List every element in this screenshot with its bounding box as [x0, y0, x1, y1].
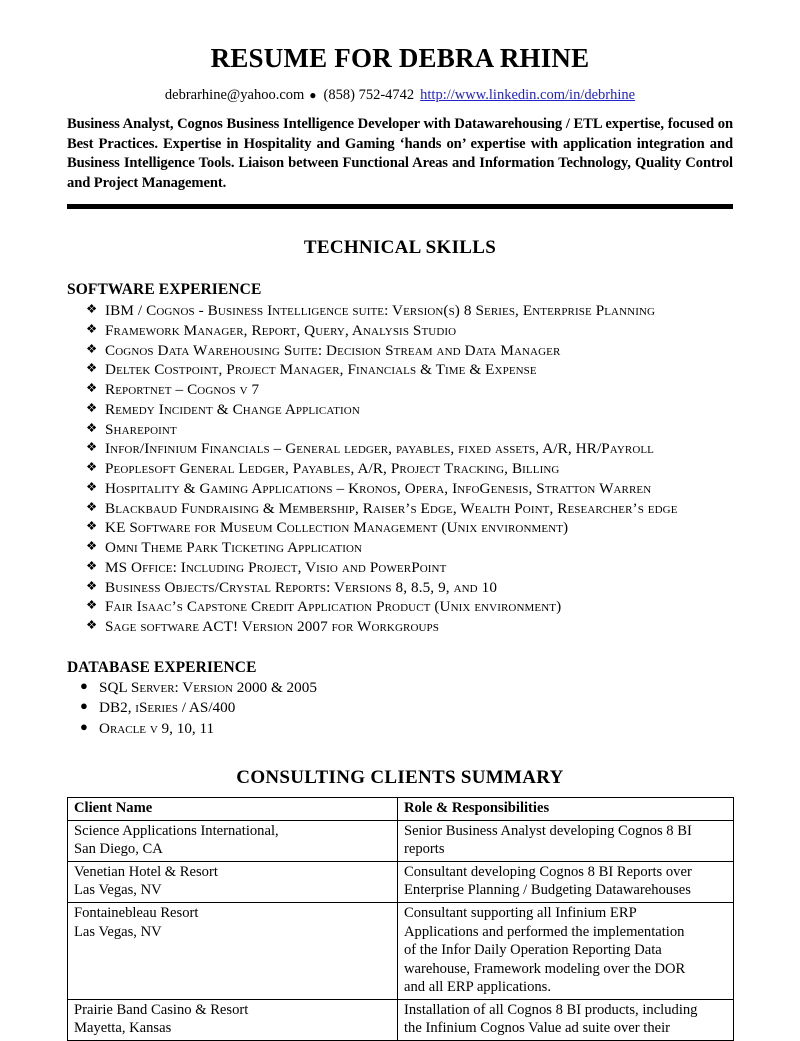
cell-text-line: Science Applications International,	[74, 822, 279, 839]
role-responsibilities-cell	[398, 903, 734, 1000]
bullet-marker-icon: ❖	[86, 519, 98, 534]
bullet-marker-icon: ❖	[86, 381, 98, 396]
header-divider	[67, 204, 733, 209]
cell-text-line: Senior Business Analyst developing Cognos 8 BI	[404, 822, 692, 839]
software-list-item	[67, 578, 733, 598]
software-list-item-label: Framework Manager, Report, Query, Analysis Studio	[105, 321, 457, 339]
table-header-row	[68, 798, 734, 821]
document-body	[67, 0, 733, 1041]
software-list-item	[67, 341, 733, 361]
cell-text-line: Venetian Hotel & Resort	[74, 863, 218, 880]
software-list-item	[67, 597, 733, 617]
contact-line	[67, 87, 733, 104]
software-list-item-label: Sharepoint	[105, 420, 177, 438]
software-list-item	[67, 360, 733, 380]
software-list-item-label: Omni Theme Park Ticketing Application	[105, 539, 363, 557]
linkedin-link[interactable]: http://www.linkedin.com/in/debrhine	[420, 86, 636, 103]
database-list-item	[67, 698, 733, 719]
software-list-item	[67, 301, 733, 321]
software-list-item-label: IBM / Cognos - Business Intelligence suite: Version(s) 8 Series, Enterprise Planning	[105, 302, 656, 320]
software-list-item-label: Business Objects/Crystal Reports: Versions 8, 8.5, 9, and 10	[105, 578, 498, 596]
bullet-marker-icon: ❖	[86, 479, 98, 494]
role-responsibilities-cell	[398, 861, 734, 902]
cell-text-line: San Diego, CA	[74, 841, 163, 858]
software-list-item-label: Hospitality & Gaming Applications – Kronos, Opera, InfoGenesis, Stratton Warren	[105, 479, 652, 497]
software-list-item	[67, 400, 733, 420]
software-list-item	[67, 617, 733, 637]
software-list-item-label: Blackbaud Fundraising & Membership, Raiser’s Edge, Wealth Point, Researcher’s edge	[105, 499, 678, 517]
bullet-marker-icon: ❖	[86, 558, 98, 573]
software-list-item	[67, 538, 733, 558]
table-row	[68, 903, 734, 1000]
bullet-marker-icon: ❖	[86, 618, 98, 633]
software-list-item	[67, 558, 733, 578]
cell-text-line: and all ERP applications.	[404, 979, 551, 996]
phone-text: (858) 752-4742	[323, 86, 415, 103]
software-list-item	[67, 380, 733, 400]
database-list-item	[67, 678, 733, 699]
software-list-item	[67, 439, 733, 459]
bullet-marker-icon: ❖	[86, 400, 98, 415]
software-list-item-label: KE Software for Museum Collection Management (Unix environment)	[105, 519, 569, 537]
bullet-marker-icon: ❖	[86, 578, 98, 593]
database-list-item-label: SQL Server: Version 2000 & 2005	[99, 678, 317, 696]
cell-text-line: Enterprise Planning / Budgeting Datawarehouses	[404, 882, 691, 899]
software-list-item-label: Peoplesoft General Ledger, Payables, A/R, Project Tracking, Billing	[105, 460, 560, 478]
bullet-marker-icon: ❖	[86, 499, 98, 514]
column-header-client-name: Client Name	[68, 798, 398, 821]
software-list-item-label: Fair Isaac’s Capstone Credit Application Product (Unix environment)	[105, 598, 562, 616]
bullet-marker-icon: ●	[80, 718, 88, 734]
cell-text-line: Consultant developing Cognos 8 BI Reports over	[404, 863, 692, 880]
table-row	[68, 861, 734, 902]
cell-text-line: Mayetta, Kansas	[74, 1020, 172, 1037]
bullet-marker-icon: ❖	[86, 539, 98, 554]
cell-text-line: Applications and performed the implementation	[404, 923, 685, 940]
client-name-cell	[68, 903, 398, 1000]
software-list-item-label: Sage software ACT! Version 2007 for Workgroups	[105, 618, 439, 636]
section-title-consulting-clients: CONSULTING CLIENTS SUMMARY	[236, 767, 564, 789]
subsection-title-database-experience: DATABASE EXPERIENCE	[67, 658, 257, 676]
bullet-marker-icon: ❖	[86, 440, 98, 455]
client-name-cell	[68, 999, 398, 1040]
bullet-marker-icon: ❖	[86, 321, 98, 336]
software-list-item-label: Remedy Incident & Change Application	[105, 400, 360, 418]
subsection-title-software-experience: SOFTWARE EXPERIENCE	[67, 281, 262, 299]
cell-text-line: of the Infor Daily Operation Reporting Data	[404, 942, 662, 959]
database-list-item-label: Oracle v 9, 10, 11	[99, 719, 215, 737]
software-list-item	[67, 321, 733, 341]
client-name-cell	[68, 820, 398, 861]
software-list-item	[67, 479, 733, 499]
cell-text-line: Las Vegas, NV	[74, 923, 162, 940]
bullet-marker-icon: ❖	[86, 598, 98, 613]
bullet-marker-icon: ❖	[86, 341, 98, 356]
software-list-item-label: MS Office: Including Project, Visio and PowerPoint	[105, 558, 447, 576]
cell-text-line: warehouse, Framework modeling over the DOR	[404, 960, 686, 977]
email-text: debrarhine@yahoo.com	[164, 86, 305, 103]
database-experience-list	[67, 678, 733, 740]
cell-text-line: reports	[404, 841, 445, 858]
software-list-item-label: Infor/Infinium Financials – General ledger, payables, fixed assets, A/R, HR/Payroll	[105, 440, 655, 458]
cell-text-line: Las Vegas, NV	[74, 882, 162, 899]
consulting-clients-table	[67, 797, 734, 1040]
bullet-separator-icon: ●	[309, 87, 317, 102]
database-list-item	[67, 719, 733, 740]
bullet-marker-icon: ❖	[86, 460, 98, 475]
bullet-marker-icon: ❖	[86, 420, 98, 435]
client-name-cell	[68, 861, 398, 902]
cell-text-line: Installation of all Cognos 8 BI products, including	[404, 1001, 698, 1018]
cell-text-line: Fontainebleau Resort	[74, 905, 199, 922]
professional-summary: Business Analyst, Cognos Business Intelligence Developer with Datawarehousing / ETL expertise, focused on Best Practices. Expertise in Hospitality and Gaming ‘hands on’ expertise with application integration and Business Intelligence Tools. Liaison between Functional Areas and Information Technology, Quality Control and Project Management.	[67, 115, 733, 192]
software-list-item	[67, 420, 733, 440]
database-list-item-label: DB2, iSeries / AS/400	[99, 699, 236, 717]
software-experience-list	[67, 301, 733, 637]
page-title: RESUME FOR DEBRA RHINE	[210, 43, 590, 73]
software-list-item-label: Deltek Costpoint, Project Manager, Financials & Time & Expense	[105, 361, 537, 379]
column-header-role-responsibilities: Role & Responsibilities	[398, 798, 734, 821]
table-row	[68, 820, 734, 861]
bullet-marker-icon: ❖	[86, 361, 98, 376]
software-list-item	[67, 518, 733, 538]
table-row	[68, 999, 734, 1040]
software-list-item-label: Cognos Data Warehousing Suite: Decision Stream and Data Manager	[105, 341, 561, 359]
role-responsibilities-cell	[398, 999, 734, 1040]
cell-text-line: Prairie Band Casino & Resort	[74, 1001, 249, 1018]
software-list-item	[67, 459, 733, 479]
cell-text-line: Consultant supporting all Infinium ERP	[404, 905, 637, 922]
bullet-marker-icon: ●	[80, 677, 88, 693]
role-responsibilities-cell	[398, 820, 734, 861]
cell-text-line: the Infinium Cognos Value ad suite over their	[404, 1020, 671, 1037]
bullet-marker-icon: ❖	[86, 302, 98, 317]
section-title-technical-skills: TECHNICAL SKILLS	[303, 237, 497, 259]
software-list-item	[67, 499, 733, 519]
bullet-marker-icon: ●	[80, 698, 88, 714]
software-list-item-label: Reportnet – Cognos v 7	[105, 381, 260, 399]
